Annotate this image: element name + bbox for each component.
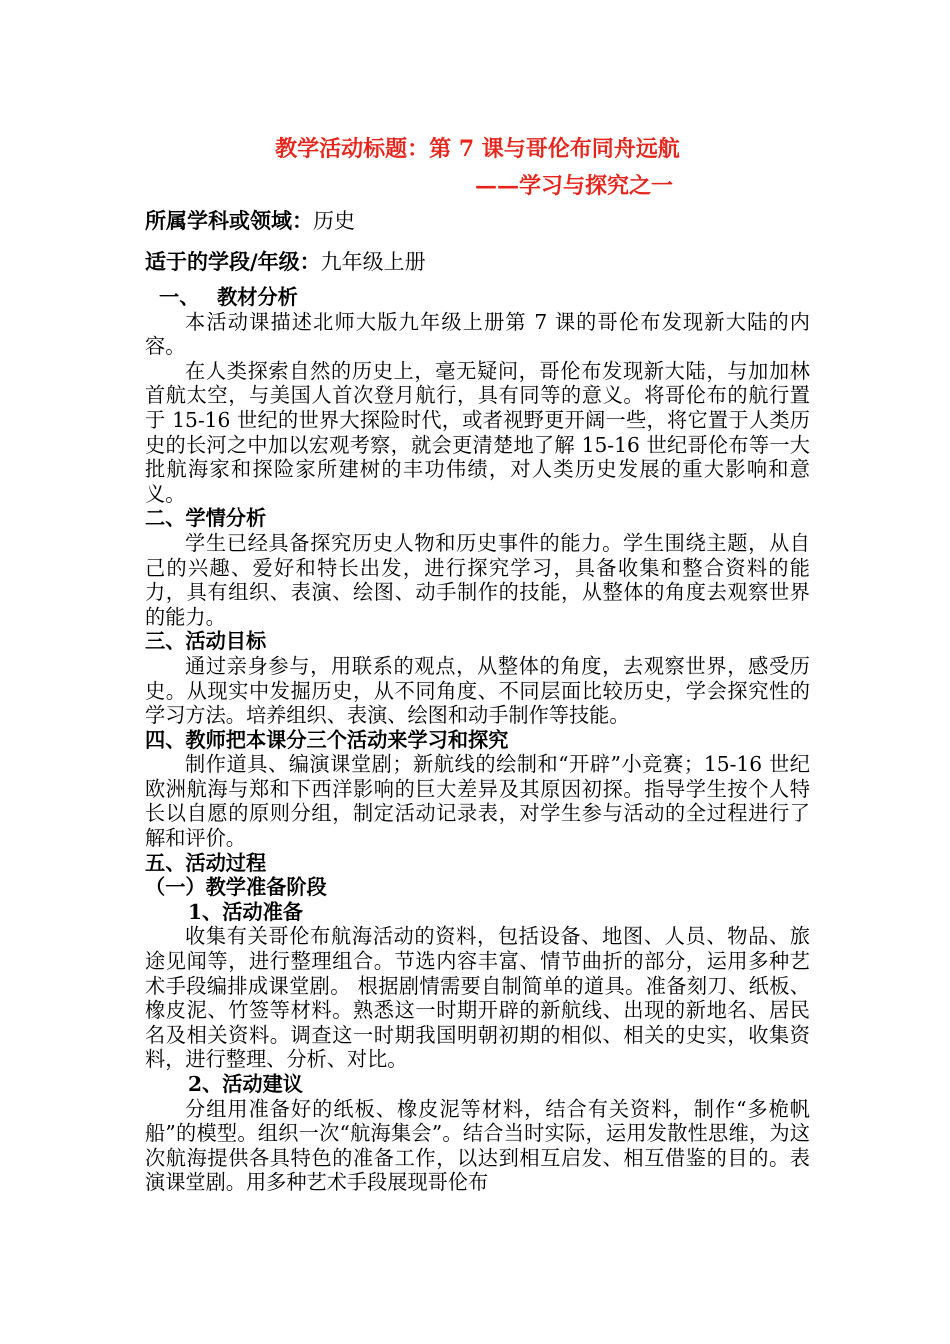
paragraph: 本活动课描述北师大版九年级上册第 7 课的哥伦布发现新大陆的内容。: [145, 309, 810, 359]
paragraph: 在人类探索自然的历史上，毫无疑问，哥伦布发现新大陆，与加加林首航太空，与美国人首次登月航行，具有同等的意义。将哥伦布的航行置于 15-16 世纪的世界大探险时代，或者视野更开阔一些，将它置于人类历史的长河之中加以宏观考察，就会更清楚地了解 15-16 世纪哥伦布等一大批航海家和探险家所建树的丰功伟绩，对人类历史发展的重大影响和意义。: [145, 358, 810, 506]
paragraph: 收集有关哥伦布航海活动的资料，包括设备、地图、人员、物品、旅途见闻等，进行整理组合。节选内容丰富、情节曲折的部分，运用多种艺术手段编排成课堂剧。 根据剧情需要自制简单的道具。准备刻刀、纸板、橡皮泥、竹签等材料。熟悉这一时期开辟的新航线、出现的新地名、居民名及相关资料。调查这一时期我国明朝初期的相似、相关的史实，收集资料，进行整理、分析、对比。: [145, 924, 810, 1072]
section-title-1: 教材分析: [217, 285, 298, 309]
paragraph: 通过亲身参与，用联系的观点，从整体的角度，去观察世界，感受历史。从现实中发掘历史，从不同角度、不同层面比较历史，学会探究性的学习方法。培养组织、表演、绘图和动手制作等技能。: [145, 653, 810, 728]
section-number-1: 一、: [159, 285, 200, 309]
grade-line: [145, 247, 426, 277]
document-subtitle: ——学习与探究之一: [475, 173, 674, 199]
section-heading-3: 三、活动目标: [145, 629, 267, 654]
section-heading-5: 五、活动过程: [145, 850, 267, 875]
section-heading-2: 二、学情分析: [145, 506, 267, 531]
section-heading-4: 四、教师把本课分三个活动来学习和探究: [145, 727, 509, 752]
grade-label: 适于的学段/年级：: [145, 249, 321, 274]
subject-line: [145, 206, 355, 236]
paragraph: 分组用准备好的纸板、橡皮泥等材料，结合有关资料，制作“多桅帆船”的模型。组织一次“航海集会”。结合当时实际，运用发散性思维，为这次航海提供各具特色的准备工作，以达到相互启发、相互借鉴的目的。表演课堂剧。用多种艺术手段展现哥伦布: [145, 1096, 810, 1195]
grade-value: 九年级上册: [320, 250, 426, 274]
document-title: 教学活动标题：第 7 课与哥伦布同舟远航: [275, 136, 680, 162]
subsection-heading: （一）教学准备阶段: [145, 875, 327, 900]
item-heading-2: 2、活动建议: [188, 1072, 303, 1096]
paragraph: 制作道具、编演课堂剧；新航线的绘制和“开辟”小竞赛；15-16 世纪欧洲航海与郑和下西洋影响的巨大差异及其原因初探。指导学生按个人特长以自愿的原则分组，制定活动记录表，对学生参与活动的全过程进行了解和评价。: [145, 752, 810, 851]
section-heading-1: [145, 285, 810, 310]
subject-label: 所属学科或领域：: [145, 208, 313, 233]
paragraph: 学生已经具备探究历史人物和历史事件的能力。学生围绕主题，从自己的兴趣、爱好和特长出发，进行探究学习，具备收集和整合资料的能力，具有组织、表演、绘图、动手制作的技能，从整体的角度去观察世界的能力。: [145, 530, 810, 629]
document-body: [145, 285, 810, 1195]
item-heading-1: 1、活动准备: [188, 899, 303, 924]
subject-value: 历史: [313, 209, 355, 233]
